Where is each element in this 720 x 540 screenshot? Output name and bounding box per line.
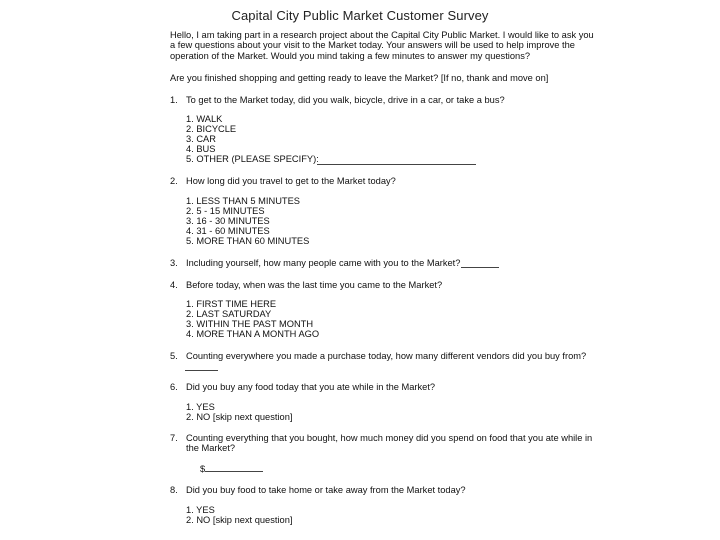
- food-spend-field[interactable]: [200, 463, 263, 474]
- question-text: How long did you travel to get to the Market today?: [186, 176, 396, 186]
- question-number: 3.: [170, 258, 178, 268]
- question-text: To get to the Market today, did you walk, bicycle, drive in a car, or take a bus?: [186, 95, 505, 105]
- question-number: 6.: [170, 382, 178, 392]
- other-specify-blank[interactable]: [317, 156, 476, 167]
- question-text-line: the Market?: [186, 443, 236, 453]
- intro-line: Hello, I am taking part in a research project about the Capital City Public Market. I would like to ask you: [170, 30, 594, 40]
- currency-prefix: $: [200, 464, 206, 474]
- option: 4. 31 - 60 MINUTES: [186, 226, 270, 236]
- question-text: Did you buy any food today that you ate while in the Market?: [186, 382, 436, 392]
- option: 1. YES: [186, 402, 215, 412]
- question-number: 2.: [170, 176, 178, 186]
- question-number: 4.: [170, 280, 178, 290]
- option: 1. FIRST TIME HERE: [186, 299, 277, 309]
- question-number: 7.: [170, 433, 178, 443]
- question-text: Including yourself, how many people came with you to the Market?: [186, 258, 461, 268]
- option: 5. OTHER (PLEASE SPECIFY):: [186, 154, 319, 164]
- option: 1. LESS THAN 5 MINUTES: [186, 196, 301, 206]
- question-text: Before today, when was the last time you came to the Market?: [186, 280, 443, 290]
- intro-line: operation of the Market. Would you mind taking a few minutes to answer my questions?: [170, 50, 531, 61]
- option: 5. MORE THAN 60 MINUTES: [186, 236, 310, 246]
- vendor-count-blank[interactable]: [185, 362, 218, 373]
- option: 4. MORE THAN A MONTH AGO: [186, 329, 320, 339]
- option: 4. BUS: [186, 144, 216, 154]
- option: 2. NO [skip next question]: [186, 515, 293, 525]
- people-count-blank[interactable]: [461, 259, 499, 270]
- question-text: Did you buy food to take home or take away from the Market today?: [186, 485, 466, 495]
- question-text: Counting everywhere you made a purchase today, how many different vendors did you buy from?: [186, 351, 587, 361]
- option: 3. 16 - 30 MINUTES: [186, 216, 270, 226]
- option: 1. YES: [186, 505, 215, 515]
- question-text-line: Counting everything that you bought, how much money did you spend on food that you ate while in: [186, 433, 593, 443]
- option: 2. 5 - 15 MINUTES: [186, 206, 265, 216]
- screener-question: Are you finished shopping and getting ready to leave the Market? [If no, thank and move on]: [170, 73, 549, 83]
- document-title: Capital City Public Market Customer Survey: [231, 8, 489, 23]
- intro-line: a few questions about your visit to the Market today. Your answers will be used to help improve the: [170, 40, 575, 51]
- question-number: 8.: [170, 485, 178, 495]
- option: 2. NO [skip next question]: [186, 412, 293, 422]
- question-number: 5.: [170, 351, 178, 361]
- option: 3. CAR: [186, 134, 216, 144]
- option: 2. BICYCLE: [186, 124, 237, 134]
- option: 1. WALK: [186, 114, 223, 124]
- question-number: 1.: [170, 95, 178, 105]
- intro-paragraph: [170, 30, 594, 61]
- option: 2. LAST SATURDAY: [186, 309, 272, 319]
- option: 3. WITHIN THE PAST MONTH: [186, 319, 314, 329]
